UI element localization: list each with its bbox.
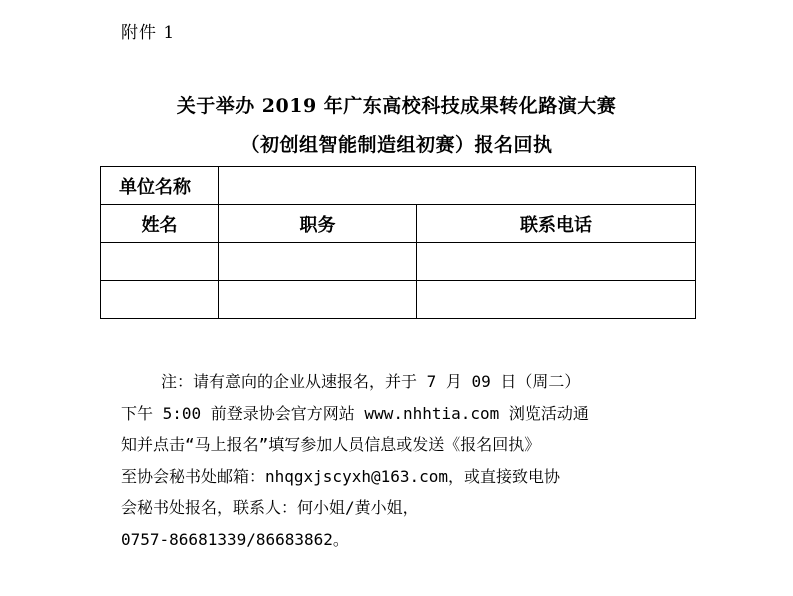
table-row	[101, 281, 696, 319]
phone-cell[interactable]	[417, 281, 696, 319]
unit-name-label: 单位名称	[101, 167, 219, 205]
name-column-header: 姓名	[101, 205, 219, 243]
phone-cell[interactable]	[417, 243, 696, 281]
document-title-line-1: 关于举办 2019 年广东高校科技成果转化路演大赛	[176, 95, 617, 117]
table-row	[101, 243, 696, 281]
phone-column-header: 联系电话	[417, 205, 696, 243]
name-cell[interactable]	[101, 243, 219, 281]
unit-row	[101, 167, 696, 205]
header-row	[101, 205, 696, 243]
attachment-label: 附件 1	[121, 23, 176, 43]
note-line: 注：请有意向的企业从速报名，并于 7 月 09 日（周二）	[161, 372, 581, 391]
unit-name-field[interactable]	[219, 167, 696, 205]
note-line: 下午 5:00 前登录协会官方网站 www.nhhtia.com 浏览活动通	[121, 403, 589, 423]
registration-form-table	[100, 166, 696, 319]
note-line: 会秘书处报名，联系人：何小姐/黄小姐，	[121, 498, 419, 517]
position-cell[interactable]	[219, 281, 417, 319]
position-cell[interactable]	[219, 243, 417, 281]
note-line: 至协会秘书处邮箱：nhqgxjscyxh@163.com，或直接致电协	[121, 466, 561, 486]
registration-note	[121, 366, 681, 555]
name-cell[interactable]	[101, 281, 219, 319]
note-line: 知并点击“马上报名”填写参加人员信息或发送《报名回执》	[121, 435, 541, 454]
position-column-header: 职务	[219, 205, 417, 243]
note-line: 0757-86681339/86683862。	[121, 529, 349, 549]
document-title-line-2: （初创组智能制造组初赛）报名回执	[240, 134, 553, 156]
